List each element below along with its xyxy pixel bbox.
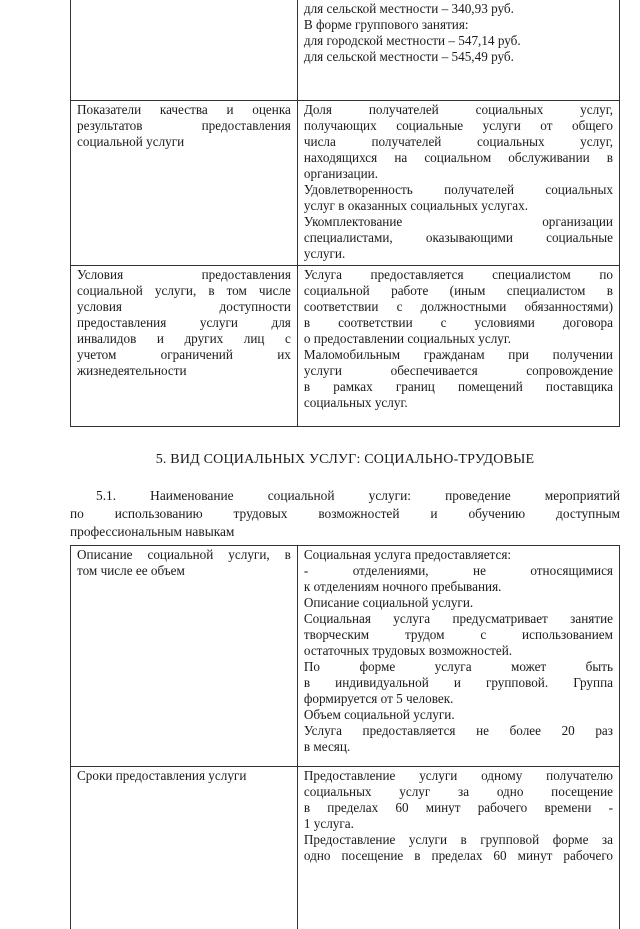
text-line: Доля получателей социальных услуг, xyxy=(304,102,613,118)
text-line: Социальная услуга предусматривает занятие xyxy=(304,611,613,627)
text-line: результатов предоставления xyxy=(77,118,291,134)
text-line: Сроки предоставления услуги xyxy=(77,768,291,784)
text-line: специалистами, оказывающими социальные xyxy=(304,230,613,246)
table-cell-quality-values xyxy=(297,101,619,266)
text-line: остаточных трудовых возможностей. xyxy=(304,643,613,659)
text-line: в индивидуальной и групповой. Группа xyxy=(304,675,613,691)
text-line: в соответствии с условиями договора xyxy=(304,315,613,331)
text-line: жизнедеятельности xyxy=(77,363,291,379)
text-line: Услуга предоставляется не более 20 раз xyxy=(304,723,613,739)
text-line: творческим трудом с использованием xyxy=(304,627,613,643)
text-line: Предоставление услуги одному получателю xyxy=(304,768,613,784)
table-cell-conditions-values xyxy=(297,266,619,427)
text-line: профессиональным навыкам xyxy=(70,523,620,541)
text-line: услуги обеспечивается сопровождение xyxy=(304,363,613,379)
text-line: условия доступности xyxy=(77,299,291,315)
table-cell-description-label xyxy=(71,546,298,767)
text-line: социальной услуги xyxy=(77,134,291,150)
text-line: Предоставление услуги в групповой форме за xyxy=(304,832,613,848)
text-line: в рамках границ помещений поставщика xyxy=(304,379,613,395)
text-line: Маломобильным гражданам при получении xyxy=(304,347,613,363)
text-line: - отделениями, не относящимися xyxy=(304,563,613,579)
text-line: о предоставлении социальных услуг. xyxy=(304,331,613,347)
table-cell-quality-label xyxy=(71,101,298,266)
table-row-conditions xyxy=(71,266,620,427)
text-line: соответствии с должностными обязанностями) xyxy=(304,299,613,315)
text-line: организации. xyxy=(304,166,613,182)
services-table-top xyxy=(70,0,620,427)
text-line: Объем социальной услуги. xyxy=(304,707,613,723)
text-line: по использованию трудовых возможностей и обучению доступным xyxy=(70,505,620,523)
table-cell-conditions-label xyxy=(71,266,298,427)
text-line: Укомплектование организации xyxy=(304,214,613,230)
text-line: находящихся на социальном обслуживании в xyxy=(304,150,613,166)
text-line: 1 услуга. xyxy=(304,816,613,832)
table-cell-empty xyxy=(71,0,298,101)
text-line: предоставления услуги для xyxy=(77,315,291,331)
text-line: Описание социальной услуги, в xyxy=(77,547,291,563)
service-name-paragraph xyxy=(70,487,620,541)
table-cell-description-values xyxy=(297,546,619,767)
text-line: По форме услуга может быть xyxy=(304,659,613,675)
text-line: числа получателей социальных услуг, xyxy=(304,134,613,150)
text-line: Условия предоставления xyxy=(77,267,291,283)
text-line: том числе ее объем xyxy=(77,563,291,579)
text-line: Социальная услуга предоставляется: xyxy=(304,547,613,563)
text-line: социальной услуги, в том числе xyxy=(77,283,291,299)
table-row-description xyxy=(71,546,620,767)
text-line: одно посещение в пределах 60 минут рабочего xyxy=(304,848,613,864)
text-line: 5.1. Наименование социальной услуги: проведение мероприятий xyxy=(70,487,620,505)
text-line: инвалидов и других лиц с xyxy=(77,331,291,347)
text-line: услуг в оказанных социальных услугах. xyxy=(304,198,613,214)
text-line: В форме группового занятия: xyxy=(304,17,613,33)
text-line: для сельской местности – 545,49 руб. xyxy=(304,49,613,65)
text-line: учетом ограничений их xyxy=(77,347,291,363)
text-line: формируется от 5 человек. xyxy=(304,691,613,707)
text-line: получающих социальные услуги от общего xyxy=(304,118,613,134)
table-row-quality xyxy=(71,101,620,266)
text-line: услуги. xyxy=(304,246,613,262)
text-line: в месяц. xyxy=(304,739,613,755)
text-line: для городской местности – 547,14 руб. xyxy=(304,33,613,49)
text-line: Удовлетворенность получателей социальных xyxy=(304,182,613,198)
text-line: в пределах 60 минут рабочего времени - xyxy=(304,800,613,816)
text-line: Описание социальной услуги. xyxy=(304,595,613,611)
text-line: социальной работе (иным специалистом в xyxy=(304,283,613,299)
table-cell-cost-values xyxy=(297,0,619,101)
text-line: социальных услуг. xyxy=(304,395,613,411)
text-line: Услуга предоставляется специалистом по xyxy=(304,267,613,283)
table-row-cost xyxy=(71,0,620,101)
section-title: 5. ВИД СОЦИАЛЬНЫХ УСЛУГ: СОЦИАЛЬНО-ТРУДОВЫЕ xyxy=(70,452,620,468)
services-table-bottom xyxy=(70,545,620,929)
text-line: социальных услуг за одно посещение xyxy=(304,784,613,800)
text-line: к отделениям ночного пребывания. xyxy=(304,579,613,595)
text-line: для сельской местности – 340,93 руб. xyxy=(304,1,613,17)
text-line: Показатели качества и оценка xyxy=(77,102,291,118)
